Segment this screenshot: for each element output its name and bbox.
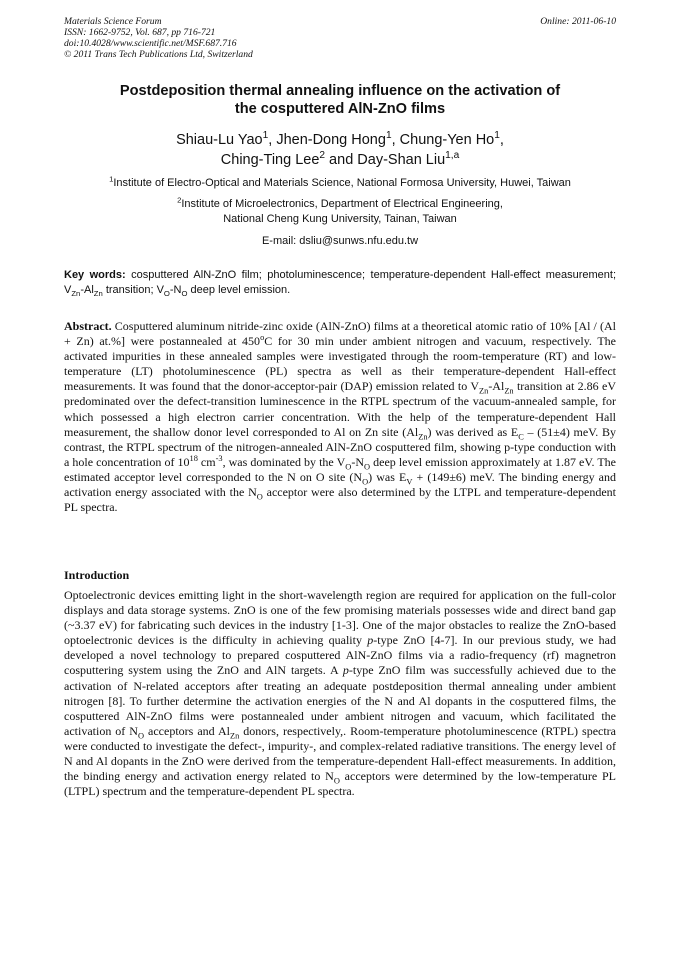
- abs-text: ) was derived as E: [427, 424, 519, 439]
- author-separator: ,: [499, 132, 504, 148]
- intro-text: Optoelectronic devices emitting light in the short-wavelength region are required for application on the full-color displays and data storage systems. ZnO is one of the few promising materials possesses wide and direct band gap (~3.37 eV) for fabricating such devices in the industry [1-3]. One of the major obstacles to realize the ZnO-based optoelectronic devices is the difficulty in achieving quality: [64, 588, 616, 648]
- keywords-label: Key words:: [64, 269, 126, 281]
- kw-text: -Al: [80, 284, 94, 296]
- intro-sub: Zn: [230, 731, 240, 741]
- online-date: Online: 2011-06-10: [540, 16, 616, 27]
- title-line-2: the cosputtered AlN-ZnO films: [234, 101, 446, 117]
- abs-text: C for 30 min under ambient nitrogen and vacuum, respectively. The activated impurities in these annealed samples were investigated through the room-temperature (RT) and low-temperature (LT) photoluminescence (PL) spectra as well as their temperature-dependent Hall-effect measurements. It was found that the donor-acceptor-pair (DAP) emission related to V: [64, 334, 616, 394]
- abs-text: Cosputtered aluminum nitride-zinc oxide (AlN-ZnO) films at a theoretical atomic ratio of 10% [Al / (Al + Zn) at.%] were postannealed at 450: [64, 319, 616, 349]
- abs-text: -N: [351, 454, 364, 469]
- author-name: Shiau-Lu Yao: [176, 132, 263, 148]
- intro-italic: p: [342, 663, 349, 678]
- intro-text: acceptors and Al: [144, 723, 230, 738]
- kw-sub: O: [181, 289, 188, 299]
- affiliation-1: [64, 176, 616, 190]
- abs-text: transition at 2.86 eV predominated over the defect-transition luminescence in the RTPL spectrum of the vacuum-annealed sample, for which possessed a high electron carrier concentration. With the help of the temperature-dependent Hall measurement, the shallow donor level corresponded to Al on Zn site (Al: [64, 379, 616, 439]
- abs-text: deep level emission approximately at 1.87 eV. The estimated acceptor level corresponded to the N on O site (N: [64, 454, 616, 484]
- author-affil-mark: 2: [319, 150, 326, 162]
- title-line-1: Postdeposition thermal annealing influence on the activation of: [119, 83, 561, 99]
- kw-text: cosputtered AlN-ZnO film; photoluminescence; temperature-dependent Hall-effect measurement; V: [64, 269, 616, 296]
- abstract: [64, 319, 616, 515]
- author-separator: ,: [268, 132, 277, 148]
- introduction-body: [64, 588, 616, 799]
- affil-mark: 1: [109, 174, 114, 184]
- intro-sub: O: [333, 776, 340, 786]
- intro-text: -type ZnO [4-7]. In our previous study, we had developed a novel technology to prepared cosputtered AlN-ZnO films via a radio-frequency (rf) magnetron cosputtering system using the ZnO and AlN targets. A: [64, 633, 616, 678]
- journal-copyright: © 2011 Trans Tech Publications Ltd, Switzerland: [64, 49, 253, 60]
- corresponding-email: E-mail: dsliu@sunws.nfu.edu.tw: [261, 235, 419, 247]
- affiliation-2: [64, 197, 616, 227]
- abs-sub: C: [518, 432, 524, 442]
- author-name: Chung-Yen Ho: [399, 132, 495, 148]
- intro-text: -type ZnO film was successfully achieved due to the activation of N-related acceptors after treating an adequate postdeposition thermal annealing under ambient nitrogen [8]. To further determine the activation energies of the N and Al dopants in the cosputtered films, the cosputtered AlN-ZnO films were postannealed under ambient nitrogen and vacuum, which facilitated the activation of N: [64, 663, 616, 738]
- affil-text: Institute of Microelectronics, Department of Electrical Engineering,: [181, 198, 503, 210]
- abs-sub: O: [362, 477, 369, 487]
- introduction-heading: Introduction: [64, 568, 130, 582]
- intro-italic: p: [367, 633, 374, 648]
- abstract-label: Abstract.: [64, 319, 112, 333]
- journal-header: [64, 16, 616, 60]
- abs-text: cm: [197, 454, 216, 469]
- abs-sup: 18: [189, 453, 198, 463]
- affil-2-line-1: [64, 197, 616, 212]
- author-separator: and: [325, 152, 358, 168]
- kw-text: deep level emission.: [187, 284, 291, 296]
- keywords: [64, 268, 616, 298]
- intro-text: acceptors were determined by the low-temperature PL (LTPL) spectrum and the temperature-dependent PL spectra.: [64, 769, 616, 799]
- affil-2-line-2: National Cheng Kung University, Tainan, Taiwan: [223, 213, 457, 225]
- affil-text: Institute of Electro-Optical and Materials Science, National Formosa University, Huwei, Taiwan: [113, 177, 571, 189]
- paper-title: [64, 82, 616, 118]
- author-affil-mark: 1: [385, 130, 392, 142]
- kw-sub: Zn: [71, 289, 81, 299]
- abs-sup: o: [260, 333, 265, 343]
- abs-text: + (149±6) meV. The binding energy and activation energy associated with the N: [64, 469, 617, 500]
- kw-sub: O: [163, 289, 170, 299]
- kw-text: transition; V: [102, 284, 164, 296]
- author-name: Ching-Ting Lee: [220, 152, 320, 168]
- kw-sub: Zn: [93, 289, 103, 299]
- abs-sub: O: [256, 492, 263, 502]
- abs-text: , was dominated by the V: [222, 454, 346, 469]
- authors-line-1: [64, 130, 616, 150]
- author-affil-mark: 1,a: [445, 150, 460, 162]
- journal-issn: ISSN: 1662-9752, Vol. 687, pp 716-721: [64, 27, 216, 38]
- journal-name: Materials Science Forum: [64, 16, 162, 27]
- abs-sub: Zn: [504, 386, 514, 396]
- abs-sub: O: [345, 462, 352, 472]
- author-list: [64, 130, 616, 170]
- abs-text: – (51±4) meV. By contrast, the RTPL spectrum of the nitrogen-annealed AlN-ZnO cosputtered film, showing p-type conduction with a hole concentration of 10: [64, 424, 616, 469]
- author-affil-mark: 1: [494, 130, 500, 142]
- abs-sup: -3: [215, 453, 223, 463]
- kw-text: -N: [169, 284, 182, 296]
- affil-mark: 2: [177, 195, 182, 205]
- authors-line-2: [64, 150, 616, 170]
- author-name: Jhen-Dong Hong: [276, 132, 386, 148]
- journal-doi: doi:10.4028/www.scientific.net/MSF.687.716: [64, 38, 237, 49]
- abs-sub: V: [406, 477, 413, 487]
- author-separator: ,: [391, 132, 400, 148]
- abs-sub: Zn: [418, 432, 428, 442]
- abs-sub: Zn: [479, 386, 489, 396]
- author-name: Day-Shan Liu: [357, 152, 446, 168]
- author-affil-mark: 1: [262, 130, 269, 142]
- intro-sub: O: [137, 731, 145, 741]
- intro-text: donors, respectively,. Room-temperature photoluminescence (RTPL) spectra were conducted to investigate the defect-, impurity-, and complex-related radiative transitions. The energy level of N and Al dopants in the ZnO were derived from the temperature-dependent Hall-effect measurements. In addition, the binding energy and activation energy related to N: [64, 723, 617, 784]
- abs-text: acceptor were also determined by the LTPL and temperature-dependent PL spectra.: [64, 485, 617, 515]
- abs-text: ) was E: [368, 469, 407, 484]
- abs-text: -Al: [488, 379, 505, 394]
- abs-sub: O: [364, 462, 371, 472]
